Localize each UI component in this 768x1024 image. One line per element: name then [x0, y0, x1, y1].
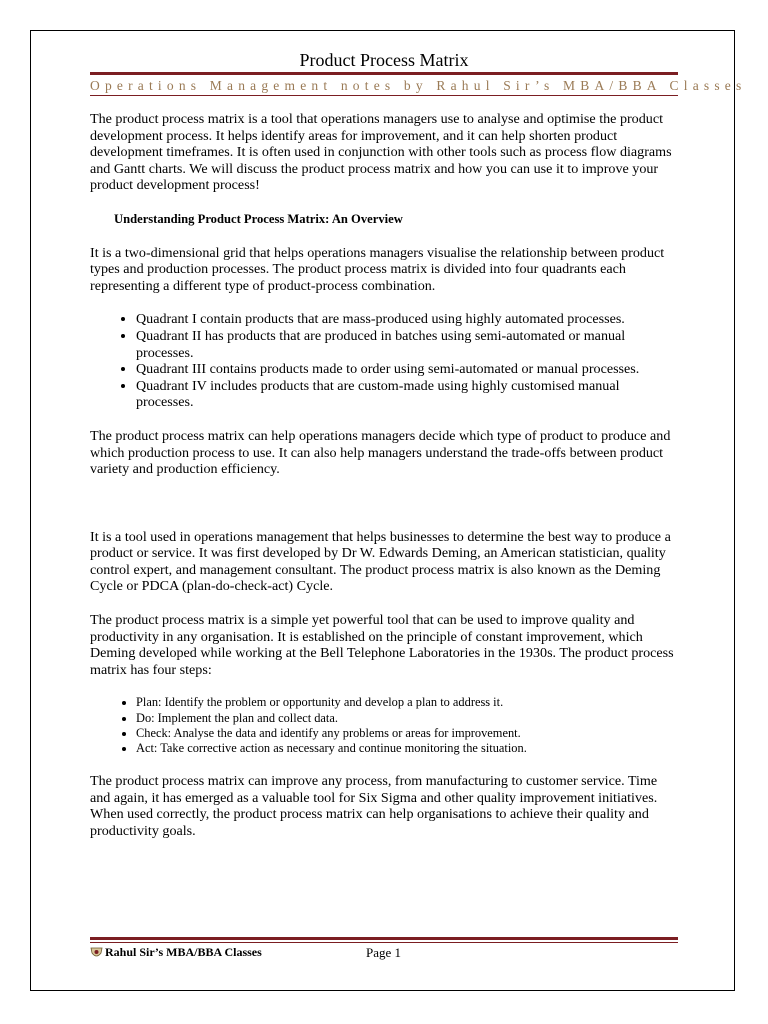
footer-rule-top: [90, 937, 678, 940]
list-item: • Quadrant III contains products made to order using semi-automated or manual processes.: [136, 361, 680, 378]
list-item: • Check: Analyse the data and identify any problems or areas for improvement.: [136, 726, 680, 741]
intro-paragraph: The product process matrix is a tool that operations managers use to analyse and optimise the product development process. It helps identify areas for improvement, and it can help shorten product development timeframes. It is often used in conjunction with other tools such as process flow diagrams and Gantt charts. We will discuss the product process matrix and how you can use it to improve your product development process!: [90, 111, 672, 194]
list-item: • Do: Implement the plan and collect data.: [136, 711, 680, 726]
list-item: • Quadrant IV includes products that are custom-made using highly customised manual processes.: [136, 378, 680, 411]
footer-rule-bottom: [90, 942, 678, 943]
list-item: • Act: Take corrective action as necessary and continue monitoring the situation.: [136, 741, 680, 756]
logo-icon: [90, 946, 103, 959]
conclusion-paragraph: The product process matrix can improve any process, from manufacturing to customer service. Time and again, it has emerged as a valuable tool for Six Sigma and other quality improvement initiatives. When used correctly, the product process matrix can help organisations to achieve their quality and productivity goals.: [90, 773, 658, 840]
header-rule-bottom: [90, 95, 678, 96]
footer-brand-text: Rahul Sir’s MBA/BBA Classes: [105, 945, 262, 959]
list-item: • Quadrant II has products that are produced in batches using semi-automated or manual processes.: [136, 328, 680, 361]
page-title: Product Process Matrix: [299, 50, 469, 70]
simple-paragraph: The product process matrix is a simple yet powerful tool that can be used to improve quality and productivity in any organisation. It is established on the principle of constant improvement, which Deming developed while working at the Bell Telephone Laboratories in the 1930s. The product process matrix has four steps:: [90, 612, 674, 678]
steps-list: [90, 695, 680, 756]
header-subtitle: Operations Management notes by Rahul Sir’s MBA/BBA Classes: [90, 78, 747, 93]
list-item: • Quadrant I contain products that are mass-produced using highly automated processes.: [136, 311, 680, 328]
tool-paragraph: It is a tool used in operations management that helps businesses to determine the best way to produce a product or service. It was first developed by Dr W. Edwards Deming, an American statistician, quality control expert, and management consultant. The product process matrix is also known as the Deming Cycle or PDCA (plan-do-check-act) Cycle.: [90, 528, 671, 595]
header-rule-top: [90, 72, 678, 75]
help-paragraph: The product process matrix can help operations managers decide which type of product to produce and which production process to use. It can also help managers understand the trade-offs between product variety and production efficiency.: [90, 427, 671, 478]
footer-brand: [90, 945, 262, 960]
page-number: Page 1: [366, 945, 402, 960]
section-heading: Understanding Product Process Matrix: An Overview: [114, 211, 403, 226]
list-item: • Plan: Identify the problem or opportunity and develop a plan to address it.: [136, 695, 680, 710]
overview-paragraph: It is a two-dimensional grid that helps operations managers visualise the relationship between product types and production processes. The product process matrix is divided into four quadrants each representing a different type of product-process combination.: [90, 244, 665, 294]
quadrant-list: [90, 311, 680, 411]
document-body: [90, 111, 680, 840]
